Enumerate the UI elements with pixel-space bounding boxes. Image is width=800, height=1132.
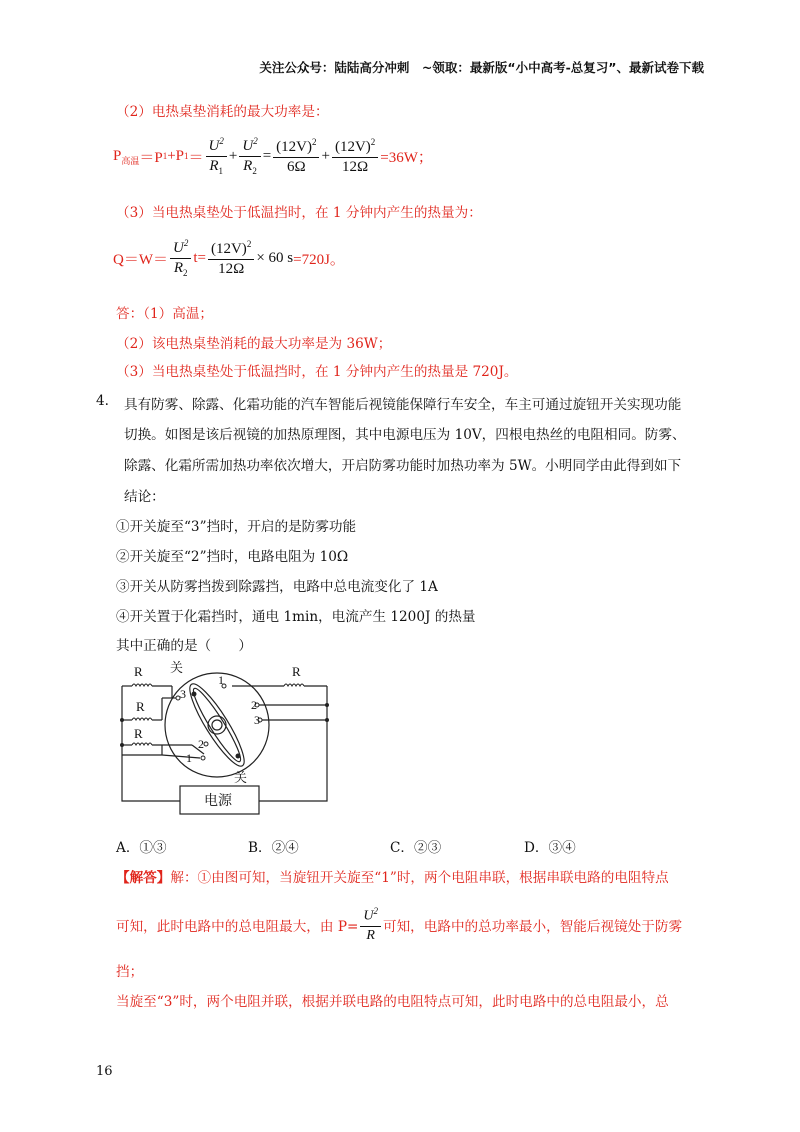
page-header: 关注公众号：陆陆高分冲刺 ~领取：最新版“小中高考-总复习”、最新试卷下载 [259,60,704,75]
question-line-2: 切换。如图是该后视镜的加热原理图，其中电源电压为 10V，四根电热丝的电阻相同。防雾、 [124,427,686,443]
conclusion-1: ①开关旋至“3”挡时，开启的是防雾功能 [116,519,357,535]
frac-12v-12ohm-b: $\frac{(12V)^2}{12\Omega}$ [208,239,254,279]
label-guan-bottom: 关 [234,770,248,785]
frac-u2-r2: $\frac{U^2}{R_2}$ [239,136,260,177]
circuit-diagram [112,658,342,818]
solution-line-1: 【解答】解：①由图可知，当旋钮开关旋至“1”时，两个电阻串联，根据串联电路的电阻特点 [116,870,669,886]
power-supply-label: 电源 [204,793,232,809]
frac-u2-r1: $\frac{U^2}{R_1}$ [206,136,227,177]
solution-frac-u2-r: $\frac{U^2}{R}$ [360,906,381,944]
solution-tag: 【解答】 [116,870,171,886]
knob-center [208,716,226,734]
solution-line-2: 可知，此时电路中的总电阻最大，由 P= $\frac{U^2}{R}$ 可知，电路中的总功率最小，智能后视镜处于防雾 [116,906,683,943]
question-ask: 其中正确的是（ ） [116,638,252,654]
equation-max-power: P 高温 ＝P 1 +P 1 ＝ $\frac{U^2}{R_1}$ + $\frac{U^2}{R_2}$ = $\frac{(12V)^2}{6\Omega}$ + $\frac{(12V)^2}{12\Omega}$ =36W； [113,136,433,177]
resistor-label-1: R [134,664,143,679]
question-line-3: 除露、化霜所需加热功率依次增大，开启防雾功能时加热功率为 5W。小明同学由此得到如下 [124,458,682,474]
conclusion-3: ③开关从防雾挡拨到除露挡，电路中总电流变化了 1A [116,579,438,595]
label-pos-1-top: 1 [218,673,224,687]
section-2-title: （2）电热桌垫消耗的最大功率是： [116,104,329,120]
label-pos-3-left: 3 [180,687,186,701]
label-pos-2-left: 2 [198,737,204,751]
resistor-3 [132,743,152,745]
eq1-p: P [113,147,122,164]
eq2-lhs: Q＝W＝ [113,251,168,268]
section-3-title: （3）当电热桌垫处于低温挡时，在 1 分钟内产生的热量为： [116,205,482,221]
label-guan-top: 关 [170,660,184,675]
conclusion-4: ④开关置于化霜挡时，通电 1min，电流产生 1200J 的热量 [116,609,476,625]
resistor-label-2: R [136,699,145,714]
eq2-t: t= [193,249,206,266]
eq1-plus-p: +P [167,147,185,164]
solution-line-3: 挡； [116,964,144,980]
resistor-2 [132,718,152,720]
option-c[interactable]: C．②③ [390,840,442,856]
eq1-sub-gaowen: 高温 [121,155,140,166]
resistor-1 [132,684,152,686]
frac-12v-12ohm: $\frac{(12V)^2}{12\Omega}$ [332,137,378,177]
eq2-times60: × 60 s [256,249,294,266]
resistor-4 [284,684,304,686]
label-pos-3-right: 3 [254,713,260,727]
solution-line-4: 当旋至“3”时，两个电阻并联，根据并联电路的电阻特点可知，此时电路中的总电阻最小，总 [116,994,669,1010]
answer-1: 答：（1）高温； [116,306,214,322]
eq1-p2-sub: 1 [184,151,189,162]
equation-heat [113,238,345,279]
label-pos-1-bottom: 1 [186,751,192,765]
option-d[interactable]: D．③④ [524,840,576,856]
answer-3: （3）当电热桌垫处于低温挡时，在 1 分钟内产生的热量是 720J。 [116,364,518,380]
eq1-eq-p: ＝P [139,149,163,166]
page-number: 16 [96,1064,113,1079]
eq1-eq: ＝ [188,149,204,166]
answer-2: （2）该电热桌垫消耗的最大功率是为 36W； [116,336,392,352]
resistor-label-4: R [292,664,301,679]
frac-12v-6ohm: $\frac{(12V)^2}{6\Omega}$ [273,137,319,177]
conclusion-2: ②开关旋至“2”挡时，电路电阻为 10Ω [116,549,349,565]
option-a[interactable]: A．①③ [116,840,167,856]
frac-u2-r2-b: $\frac{U^2}{R_2}$ [170,238,191,279]
question-line-1: 具有防雾、除露、化霜功能的汽车智能后视镜能保障行车安全，车主可通过旋钮开关实现功能 [124,397,682,413]
question-line-4: 结论： [124,489,165,505]
eq1-result: =36W； [380,149,433,166]
eq1-p1-sub: 1 [162,151,168,162]
question-number: 4. [96,393,109,409]
label-pos-2-right: 2 [251,698,257,712]
option-b[interactable]: B．②④ [248,840,299,856]
resistor-label-3: R [134,726,143,741]
eq2-result: =720J。 [293,251,345,268]
